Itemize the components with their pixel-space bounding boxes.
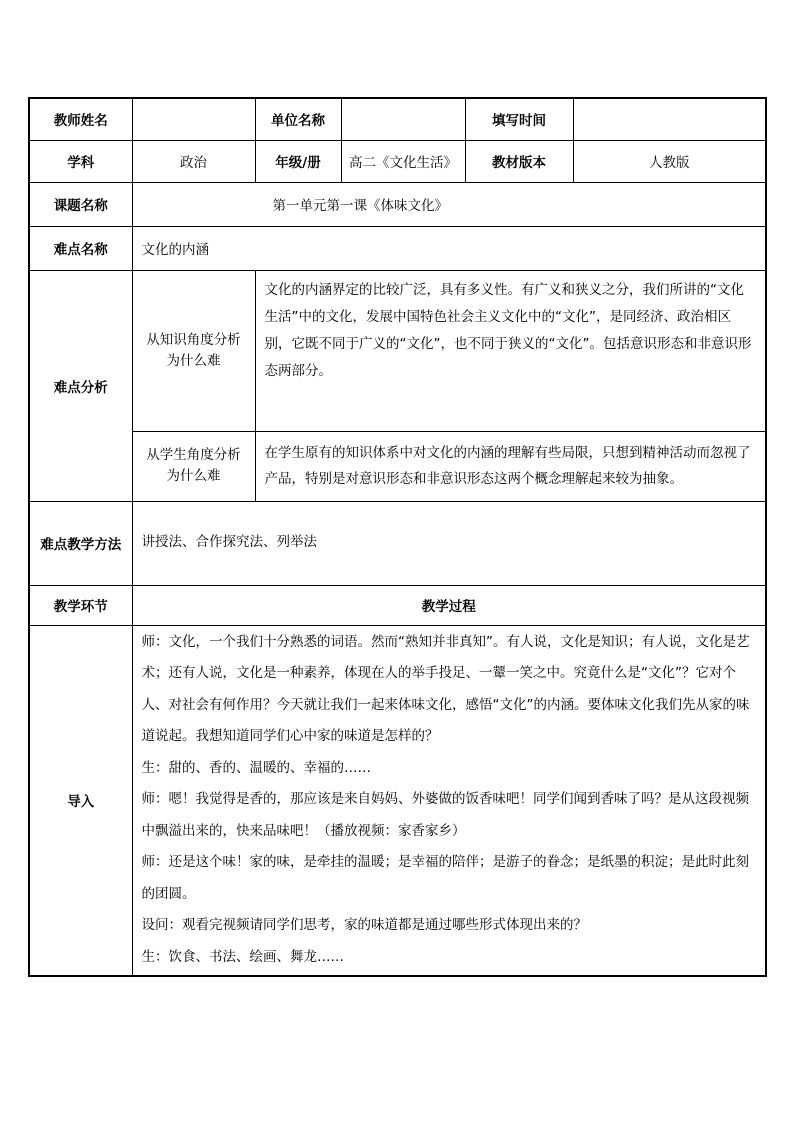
analysis-student-row [29, 431, 766, 501]
date-label: 填写时间 [465, 98, 573, 140]
method-row [29, 501, 766, 585]
lesson-title-value: 第一单元第一课《体味文化》 [132, 182, 766, 226]
subject-label: 学科 [29, 140, 132, 182]
method-label: 难点教学方法 [29, 501, 132, 585]
student-angle-label: 从学生角度分析为什么难 [132, 431, 255, 501]
lesson-title-row [29, 182, 766, 226]
intro-line-2: 生：甜的、香的、温暖的、幸福的…… [141, 759, 371, 776]
analysis-label: 难点分析 [29, 270, 132, 501]
intro-line-4: 师：还是这个味！家的味，是牵挂的温暖；是幸福的陪伴；是游子的眷念；是纸墨的积淀；是此时此刻的团圆。 [141, 854, 749, 902]
unit-value [341, 98, 465, 140]
grade-label: 年级/册 [255, 140, 341, 182]
stage-intro-label: 导入 [29, 625, 132, 976]
student-angle-text: 在学生原有的知识体系中对文化的内涵的理解有些局限，只想到精神活动而忽视了产品，特别是对意识形态和非意识形态这两个概念理解起来较为抽象。 [255, 431, 766, 501]
lesson-plan-table [28, 97, 767, 977]
subject-value: 政治 [132, 140, 255, 182]
intro-process-text [132, 625, 766, 976]
edition-value: 人教版 [573, 140, 766, 182]
process-header-row [29, 585, 766, 625]
difficulty-value: 文化的内涵 [132, 226, 766, 270]
intro-line-6: 生：饮食、书法、绘画、舞龙…… [141, 948, 344, 965]
difficulty-label: 难点名称 [29, 226, 132, 270]
stage-header: 教学环节 [29, 585, 132, 625]
intro-line-3: 师：嗯！我觉得是香的，那应该是来自妈妈、外婆做的饭香味吧！同学们闻到香味了吗？是从这段视频中飘溢出来的，快来品味吧！（播放视频：家香家乡） [141, 791, 749, 839]
analysis-knowledge-row [29, 270, 766, 431]
knowledge-angle-label: 从知识角度分析为什么难 [132, 270, 255, 431]
method-value: 讲授法、合作探究法、列举法 [132, 501, 766, 585]
header-row-2 [29, 140, 766, 182]
lesson-title-label: 课题名称 [29, 182, 132, 226]
header-row-1 [29, 98, 766, 140]
intro-row [29, 625, 766, 976]
edition-label: 教材版本 [465, 140, 573, 182]
lesson-plan-page [28, 97, 765, 977]
teacher-value [132, 98, 255, 140]
process-header: 教学过程 [132, 585, 766, 625]
teacher-label: 教师姓名 [29, 98, 132, 140]
date-value [573, 98, 766, 140]
intro-line-5: 设问：观看完视频请同学们思考，家的味道都是通过哪些形式体现出来的？ [141, 917, 587, 933]
intro-line-1: 师：文化，一个我们十分熟悉的词语。然而“熟知并非真知”。有人说，文化是知识；有人说，文化是艺术；还有人说，文化是一种素养，体现在人的举手投足、一颦一笑之中。究竟什么是“文化”？它对个人、对社会有何作用？今天就让我们一起来体味文化，感悟“文化”的内涵。要体味文化我们先从家的味道说起。我想知道同学们心中家的味道是怎样的？ [141, 633, 750, 744]
knowledge-angle-text: 文化的内涵界定的比较广泛，具有多义性。有广义和狭义之分，我们所讲的“文化生活”中的文化，发展中国特色社会主义文化中的“文化”，是同经济、政治相区别，它既不同于广义的“文化”，也不同于狭义的“文化”。包括意识形态和非意识形态两部分。 [255, 270, 766, 431]
grade-value: 高二《文化生活》 [341, 140, 465, 182]
unit-label: 单位名称 [255, 98, 341, 140]
difficulty-row [29, 226, 766, 270]
